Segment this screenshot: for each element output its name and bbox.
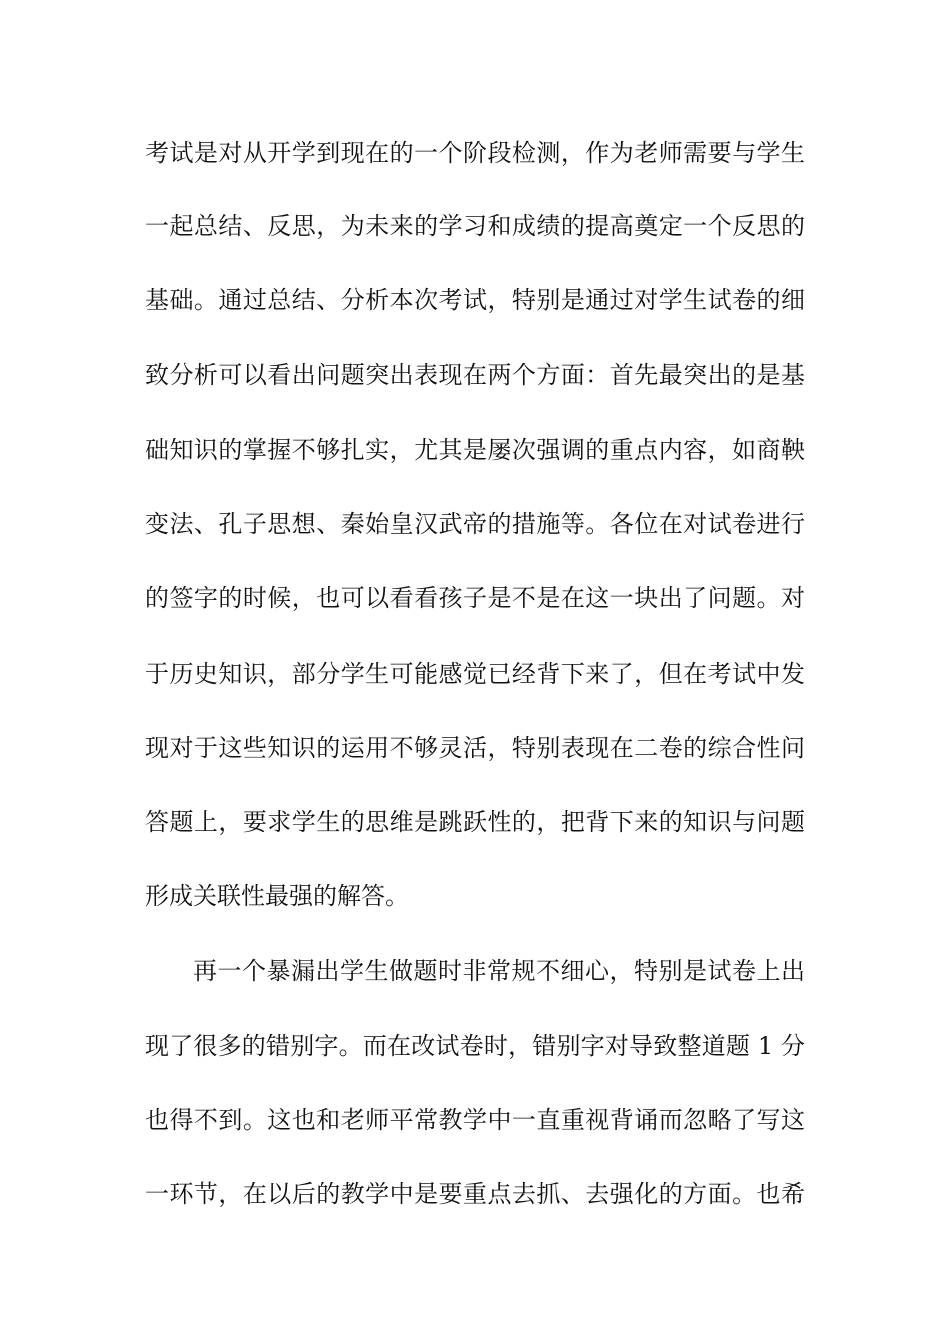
text-line: 考试是对从开学到现在的一个阶段检测，作为老师需要与学生 — [145, 139, 805, 167]
text-line: 于历史知识，部分学生可能感觉已经背下来了，但在考试中发 — [145, 660, 805, 688]
text-line: 一环节，在以后的教学中是要重点去抓、去强化的方面。也希 — [145, 1180, 805, 1208]
text-line: 变法、孔子思想、秦始皇汉武帝的措施等。各位在对试卷进行 — [145, 510, 805, 538]
text-line: 一起总结、反思，为未来的学习和成绩的提高奠定一个反思的 — [145, 212, 805, 240]
text-line: 的签字的时候，也可以看看孩子是不是在这一块出了问题。对 — [145, 584, 805, 612]
text-line: 现了很多的错别字。而在改试卷时，错别字对导致整道题 1 分 — [145, 1032, 805, 1060]
text-line: 答题上，要求学生的思维是跳跃性的，把背下来的知识与问题 — [145, 808, 805, 836]
text-line: 础知识的掌握不够扎实，尤其是屡次强调的重点内容，如商鞅 — [145, 436, 805, 464]
text-line: 致分析可以看出问题突出表现在两个方面：首先最突出的是基 — [145, 361, 805, 389]
text-line: 形成关联性最强的解答。 — [145, 882, 409, 910]
text-line: 也得不到。这也和老师平常教学中一直重视背诵而忽略了写这 — [145, 1106, 805, 1134]
text-line: 基础。通过总结、分析本次考试，特别是通过对学生试卷的细 — [145, 286, 805, 314]
paragraph-first-line: 再一个暴漏出学生做题时非常规不细心，特别是试卷上出 — [193, 957, 805, 985]
text-line: 现对于这些知识的运用不够灵活，特别表现在二卷的综合性问 — [145, 734, 805, 762]
